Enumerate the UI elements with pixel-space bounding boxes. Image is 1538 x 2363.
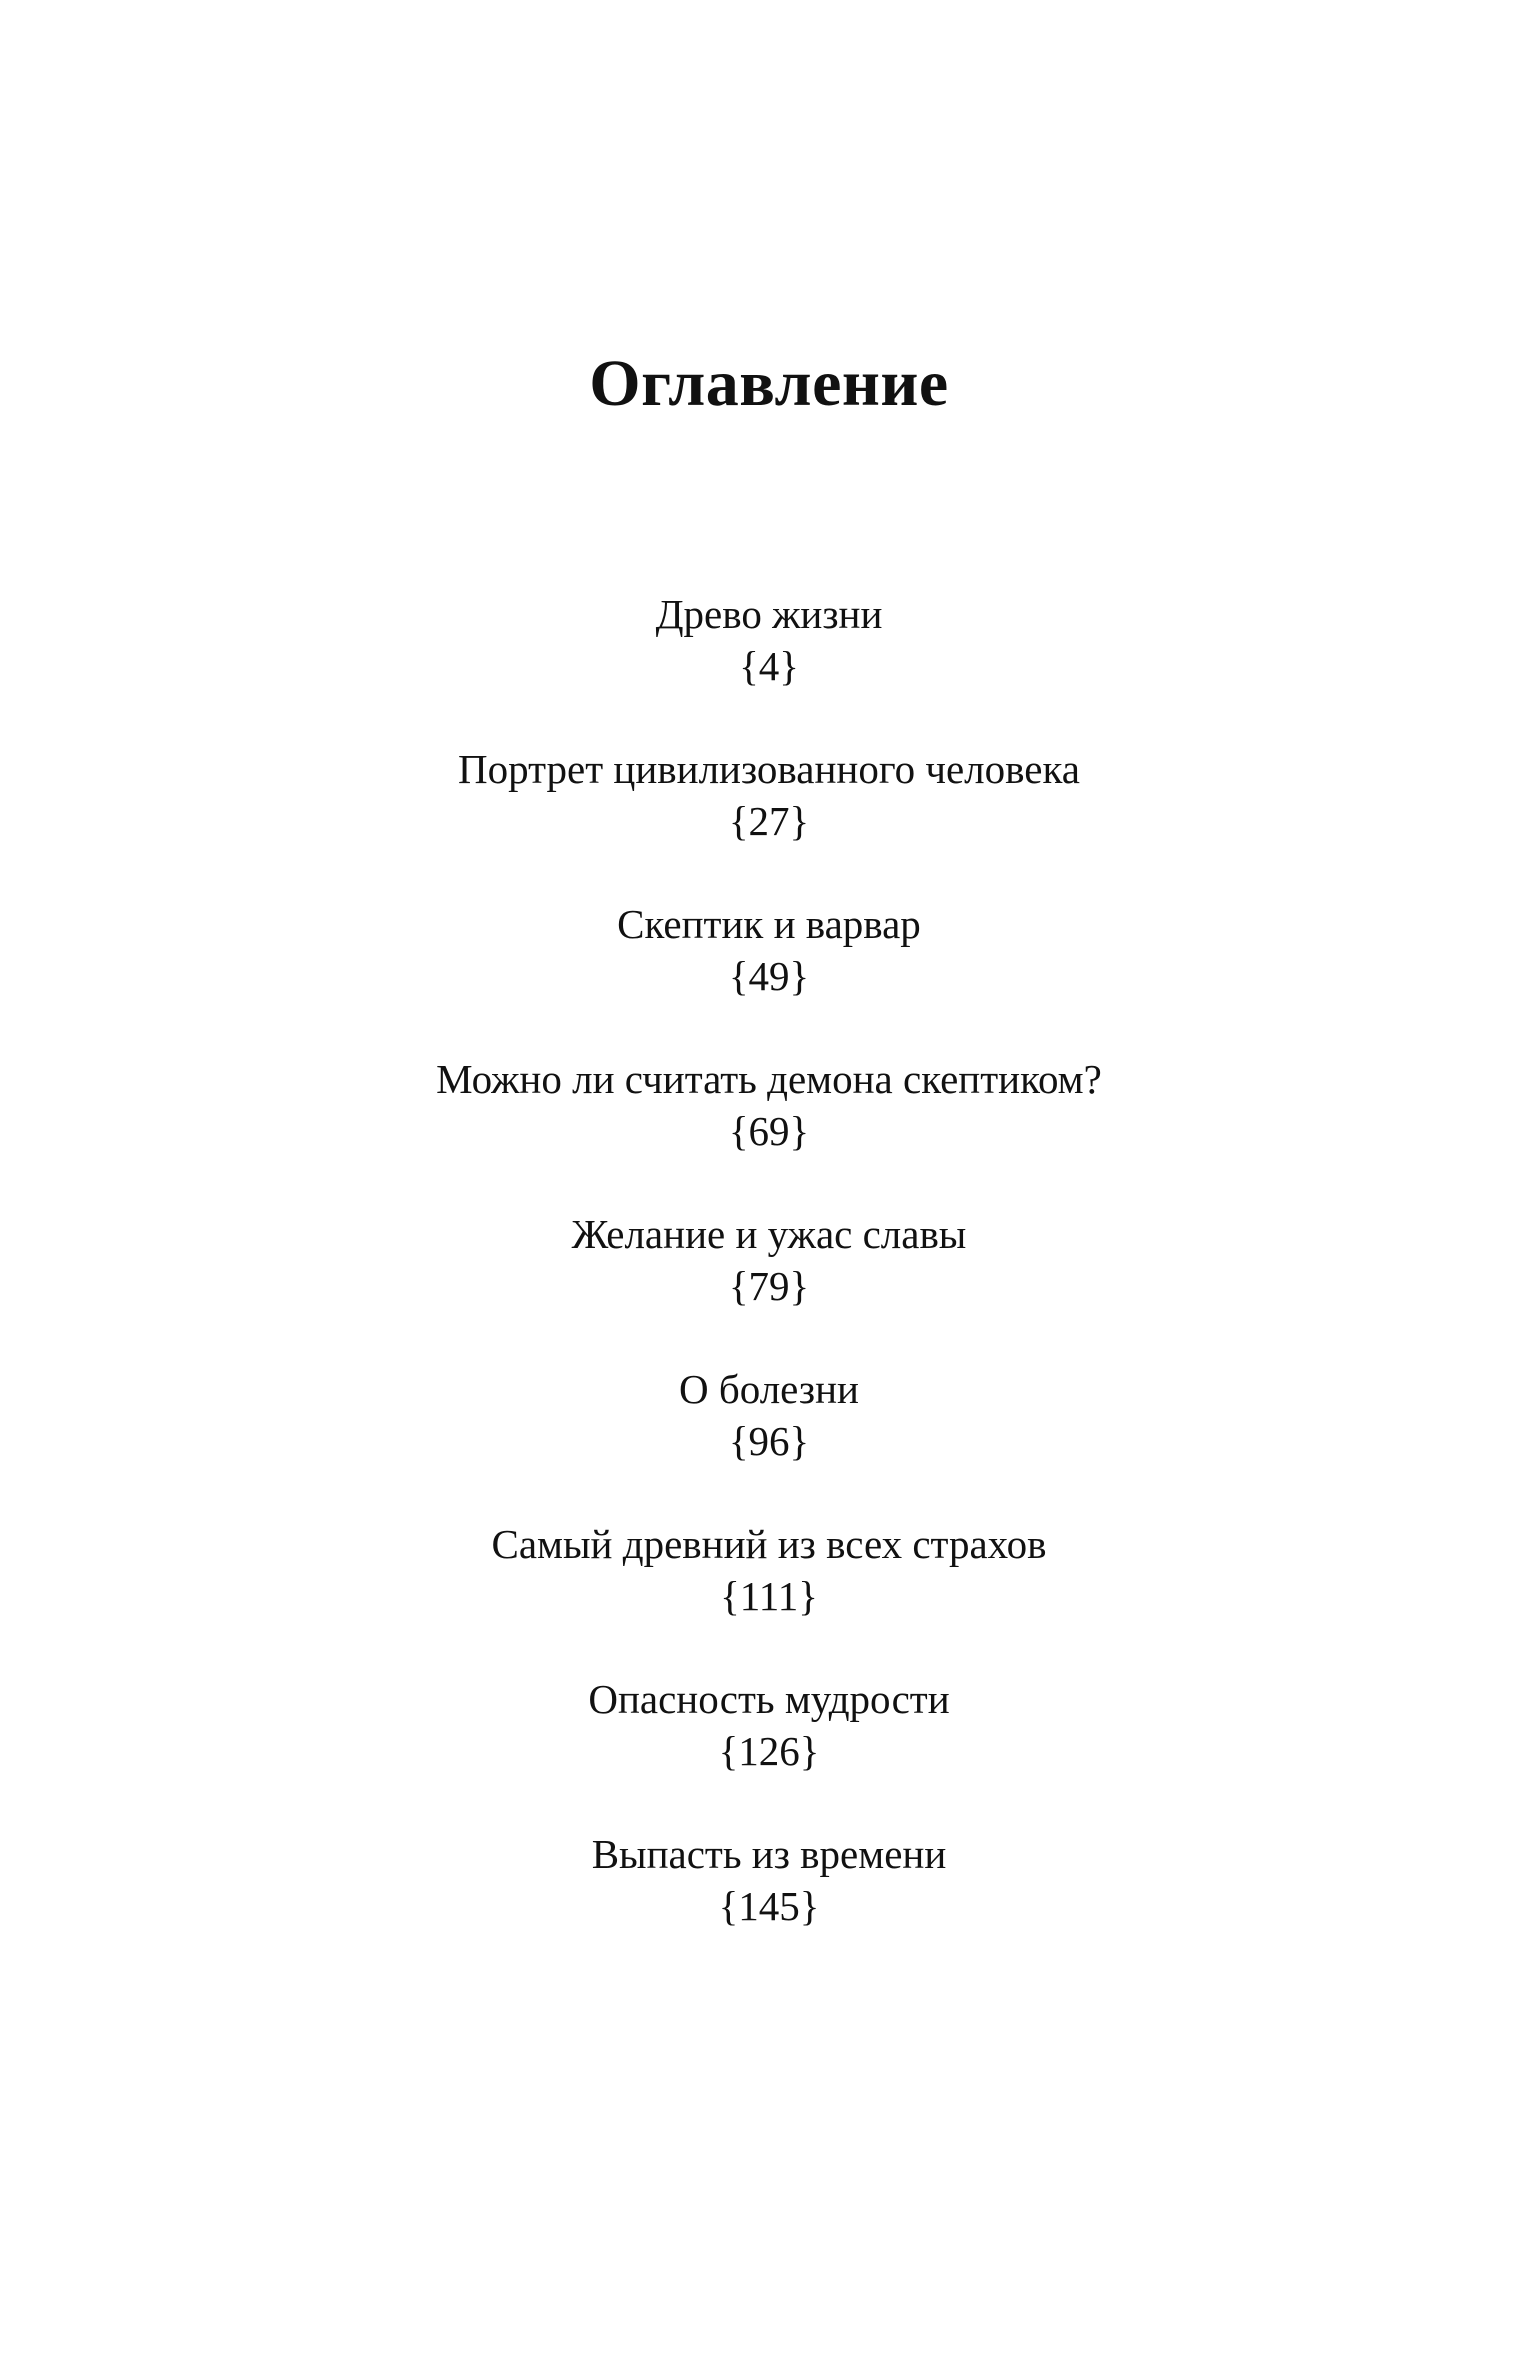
toc-entry — [0, 1828, 1538, 1983]
toc-entry — [0, 1363, 1538, 1518]
toc-entry-title: Самый древний из всех страхов — [491, 1521, 1047, 1567]
toc-entry — [0, 898, 1538, 1053]
toc-entry-page-number: {49} — [728, 953, 810, 999]
toc-entry-page-number: {96} — [728, 1418, 810, 1464]
toc-entry-title: Скептик и варвар — [617, 901, 921, 947]
toc-entry-title: Выпасть из времени — [591, 1831, 947, 1877]
toc-entry-page-number: {79} — [728, 1263, 810, 1309]
toc-entry-page-number: {111} — [720, 1573, 818, 1619]
table-of-contents — [0, 588, 1538, 1983]
toc-entry-page-number: {27} — [728, 798, 810, 844]
toc-entry-page-number: {4} — [739, 643, 799, 689]
toc-entry — [0, 743, 1538, 898]
toc-entry-title: Желание и ужас славы — [571, 1211, 967, 1257]
toc-entry-title: Портрет цивилизованного человека — [458, 746, 1080, 792]
toc-entry-title: Можно ли считать демона скептиком? — [436, 1056, 1102, 1102]
toc-entry — [0, 588, 1538, 743]
toc-entry-title: Древо жизни — [655, 591, 883, 637]
toc-entry-page-number: {126} — [718, 1728, 820, 1774]
toc-entry — [0, 1053, 1538, 1208]
toc-entry-page-number: {69} — [728, 1108, 810, 1154]
toc-entry — [0, 1518, 1538, 1673]
toc-entry — [0, 1673, 1538, 1828]
toc-entry-title: О болезни — [679, 1366, 859, 1412]
toc-entry — [0, 1208, 1538, 1363]
page-title: Оглавление — [589, 347, 949, 421]
toc-entry-page-number: {145} — [718, 1883, 820, 1929]
toc-entry-title: Опасность мудрости — [588, 1676, 950, 1722]
